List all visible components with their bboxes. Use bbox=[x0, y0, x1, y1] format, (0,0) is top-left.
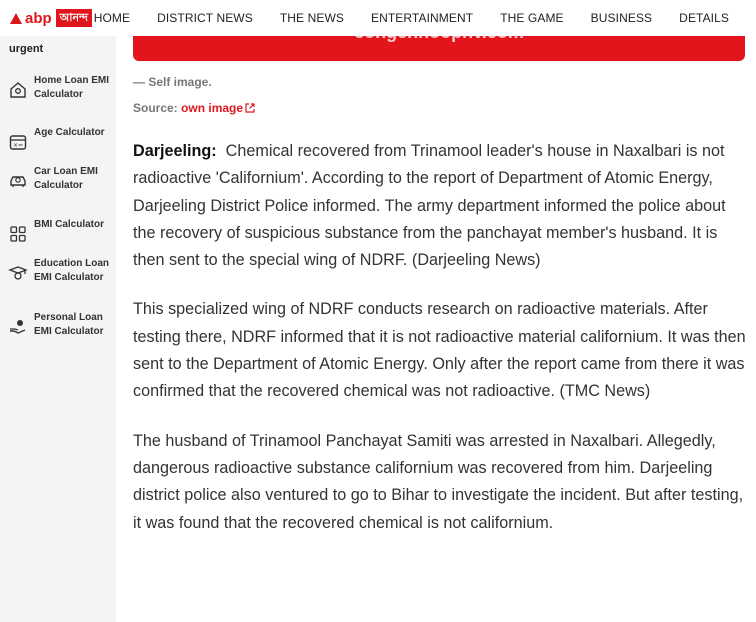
nav-entertainment[interactable]: ENTERTAINMENT bbox=[370, 11, 474, 25]
sidebar-item-age-calculator[interactable] bbox=[8, 126, 112, 152]
image-caption: — Self image. bbox=[133, 75, 212, 89]
education-icon bbox=[8, 263, 28, 283]
car-loan-icon bbox=[8, 171, 28, 191]
sidebar-item-label: Car Loan EMI Calculator bbox=[34, 166, 98, 191]
logo-triangle-icon bbox=[10, 13, 22, 24]
article-paragraph-1 bbox=[133, 138, 748, 274]
svg-text:×=: ×= bbox=[13, 142, 24, 149]
top-navigation bbox=[0, 0, 756, 36]
sidebar-item-bmi-calculator[interactable] bbox=[8, 218, 112, 244]
nav-the-game[interactable]: THE GAME bbox=[500, 11, 564, 25]
image-source bbox=[133, 101, 255, 115]
sidebar-item-education-loan-emi[interactable] bbox=[8, 257, 112, 285]
sidebar-item-label: Home Loan EMI Calculator bbox=[34, 75, 110, 100]
home-loan-icon bbox=[8, 80, 28, 100]
article-body bbox=[133, 138, 748, 559]
sidebar-heading: urgent bbox=[9, 43, 44, 55]
logo-ananda: আনন্দ bbox=[56, 9, 92, 27]
source-link[interactable]: own image bbox=[181, 101, 255, 115]
sidebar bbox=[0, 36, 116, 622]
nav-details[interactable]: DETAILS bbox=[679, 11, 729, 25]
sidebar-item-label: BMI Calculator bbox=[34, 219, 105, 230]
grid-icon bbox=[8, 224, 28, 244]
nav-district-news[interactable]: DISTRICT NEWS bbox=[157, 11, 253, 25]
external-link-icon bbox=[245, 103, 255, 113]
sidebar-item-label: Personal Loan EMI Calculator bbox=[34, 312, 104, 337]
dateline: Darjeeling: bbox=[133, 142, 217, 160]
abp-ananda-logo[interactable] bbox=[10, 9, 94, 27]
logo-abp: abp bbox=[25, 9, 52, 27]
paragraph-1-text: Chemical recovered from Trinamool leader's house in Naxalbari is not radioactive 'Californium'. According to the report of Department of Atomic Energy, Darjeeling District Police informed. The army department informed the police about the recovery of suspicious substance from the panchayat member's husband. It is then sent to the special wing of NDRF. (Darjeeling News) bbox=[133, 142, 726, 270]
personal-loan-icon bbox=[8, 317, 28, 337]
sidebar-item-label: Education Loan EMI Calculator bbox=[34, 258, 109, 283]
calendar-icon bbox=[8, 132, 28, 152]
source-label: Source: bbox=[133, 101, 178, 115]
nav-business[interactable]: BUSINESS bbox=[590, 11, 653, 25]
article-paragraph-3: The husband of Trinamool Panchayat Samiti was arrested in Naxalbari. Allegedly, dangerous radioactive substance californium was recovered from him. Darjeeling district police also ventured to go to Bihar to investigate the incident. But after testing, it was found that the recovered chemical is not californium. bbox=[133, 431, 744, 532]
sidebar-item-label: Age Calculator bbox=[34, 127, 105, 138]
sidebar-item-home-loan-emi[interactable] bbox=[8, 74, 112, 102]
nav-the-news[interactable]: THE NEWS bbox=[279, 11, 344, 25]
sidebar-item-car-loan-emi[interactable] bbox=[8, 165, 112, 193]
article-paragraph-2: This specialized wing of NDRF conducts research on radioactive materials. After testing there, NDRF informed that it is not radioactive material californium. It was then sent to the Department of Atomic Energy. Only after the report came from there it was confirmed that the recovered chemical was not radioactive. (TMC News) bbox=[133, 300, 746, 401]
nav-home[interactable]: HOME bbox=[93, 11, 131, 25]
sidebar-item-personal-loan-emi[interactable] bbox=[8, 311, 112, 339]
